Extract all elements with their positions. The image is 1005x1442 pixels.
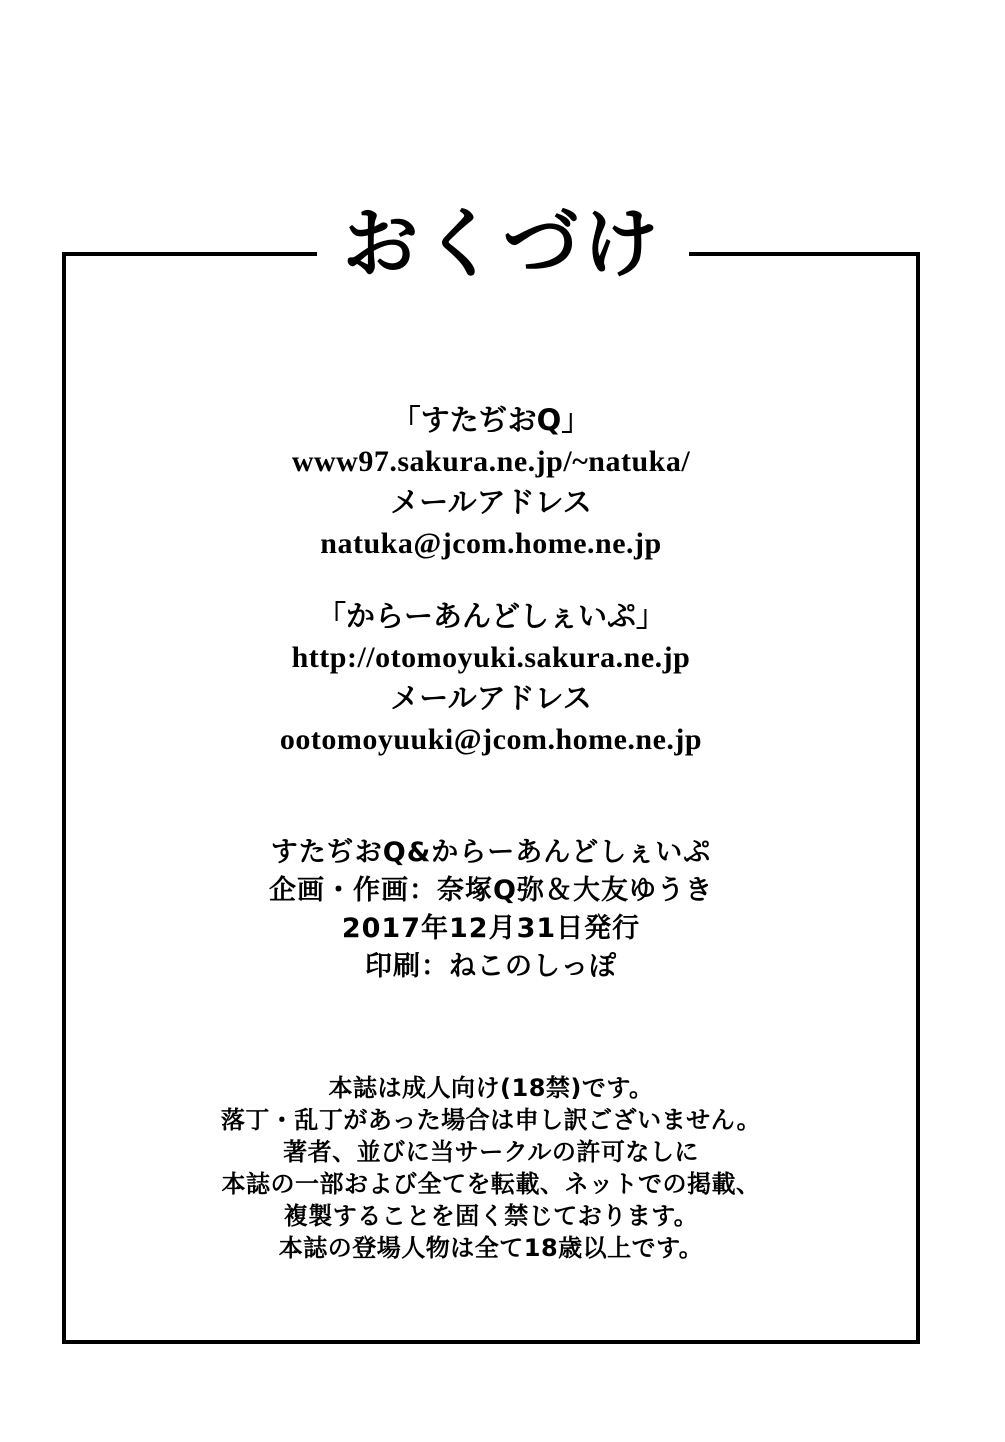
notice-line: 本誌は成人向け(18禁)です。 — [328, 1074, 654, 1102]
credit-line: 企画・作画：奈塚Q弥＆大友ゆうき — [269, 875, 713, 906]
circle-website[interactable]: www97.sakura.ne.jp/~natuka/ — [291, 445, 691, 478]
notice-line: 複製することを固く禁じております。 — [283, 1202, 699, 1230]
circle-email[interactable]: natuka@jcom.home.ne.jp — [320, 527, 662, 560]
mail-label: メールアドレス — [390, 485, 592, 519]
colophon-content — [62, 252, 920, 1264]
notice-line: 落丁・乱丁があった場合は申し訳ございません。 — [220, 1106, 762, 1134]
credits-block — [62, 834, 920, 986]
circle-name: 「すたぢおQ」 — [391, 403, 591, 437]
mail-label: メールアドレス — [390, 681, 592, 715]
notice-line: 本誌の登場人物は全て18歳以上です。 — [278, 1234, 704, 1262]
credit-line: 2017年12月31日発行 — [341, 913, 641, 944]
circle-info-studio-q — [62, 400, 920, 564]
credit-line: すたぢおQ&からーあんどしぇいぷ — [270, 837, 712, 868]
circle-name: 「からーあんどしぇいぷ」 — [316, 599, 665, 633]
notice-line: 本誌の一部および全てを転載、ネットでの掲載、 — [221, 1170, 761, 1198]
notice-line: 著者、並びに当サークルの許可なしに — [283, 1138, 699, 1166]
circle-website[interactable]: http://otomoyuki.sakura.ne.jp — [291, 641, 691, 674]
credit-line: 印刷：ねこのしっぽ — [365, 951, 617, 982]
circle-info-color-and-shape — [62, 596, 920, 760]
legal-notice-block — [62, 1072, 920, 1264]
circle-email[interactable]: ootomoyuuki@jcom.home.ne.jp — [279, 723, 703, 756]
page-title: おくづけ — [317, 196, 689, 292]
